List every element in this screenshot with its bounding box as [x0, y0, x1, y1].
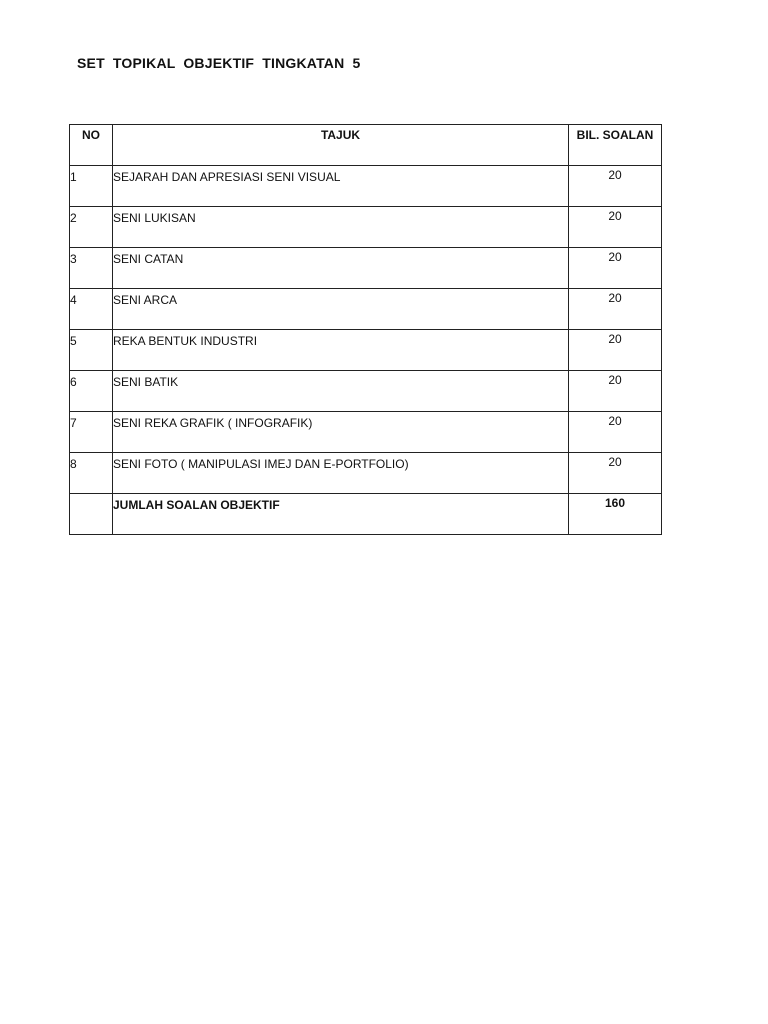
table-row [70, 330, 662, 371]
table-row [70, 207, 662, 248]
row-number: 8 [70, 453, 113, 494]
row-question-count: 20 [569, 207, 662, 248]
row-topic: REKA BENTUK INDUSTRI [113, 330, 569, 371]
row-number: 3 [70, 248, 113, 289]
row-question-count: 20 [569, 248, 662, 289]
row-topic: SENI CATAN [113, 248, 569, 289]
table-row [70, 453, 662, 494]
row-question-count: 20 [569, 166, 662, 207]
table-header-row [70, 125, 662, 166]
row-question-count: 20 [569, 330, 662, 371]
row-topic: SEJARAH DAN APRESIASI SENI VISUAL [113, 166, 569, 207]
row-topic: SENI LUKISAN [113, 207, 569, 248]
row-number: 7 [70, 412, 113, 453]
table-row [70, 371, 662, 412]
table-row [70, 248, 662, 289]
row-question-count: 20 [569, 412, 662, 453]
row-number: 2 [70, 207, 113, 248]
total-number [70, 494, 113, 535]
row-question-count: 20 [569, 453, 662, 494]
header-no: NO [70, 125, 113, 166]
total-question-count: 160 [569, 494, 662, 535]
table-row [70, 166, 662, 207]
total-row [70, 494, 662, 535]
total-label: JUMLAH SOALAN OBJEKTIF [113, 494, 569, 535]
header-tajuk: TAJUK [113, 125, 569, 166]
topic-table [69, 124, 662, 535]
row-question-count: 20 [569, 289, 662, 330]
row-topic: SENI ARCA [113, 289, 569, 330]
table-row [70, 412, 662, 453]
table-row [70, 289, 662, 330]
row-topic: SENI BATIK [113, 371, 569, 412]
row-topic: SENI REKA GRAFIK ( INFOGRAFIK) [113, 412, 569, 453]
document-title: SET TOPIKAL OBJEKTIF TINGKATAN 5 [77, 55, 361, 71]
row-number: 6 [70, 371, 113, 412]
row-topic: SENI FOTO ( MANIPULASI IMEJ DAN E-PORTFOLIO) [113, 453, 569, 494]
header-bil-soalan: BIL. SOALAN [569, 125, 662, 166]
row-question-count: 20 [569, 371, 662, 412]
row-number: 5 [70, 330, 113, 371]
row-number: 1 [70, 166, 113, 207]
row-number: 4 [70, 289, 113, 330]
